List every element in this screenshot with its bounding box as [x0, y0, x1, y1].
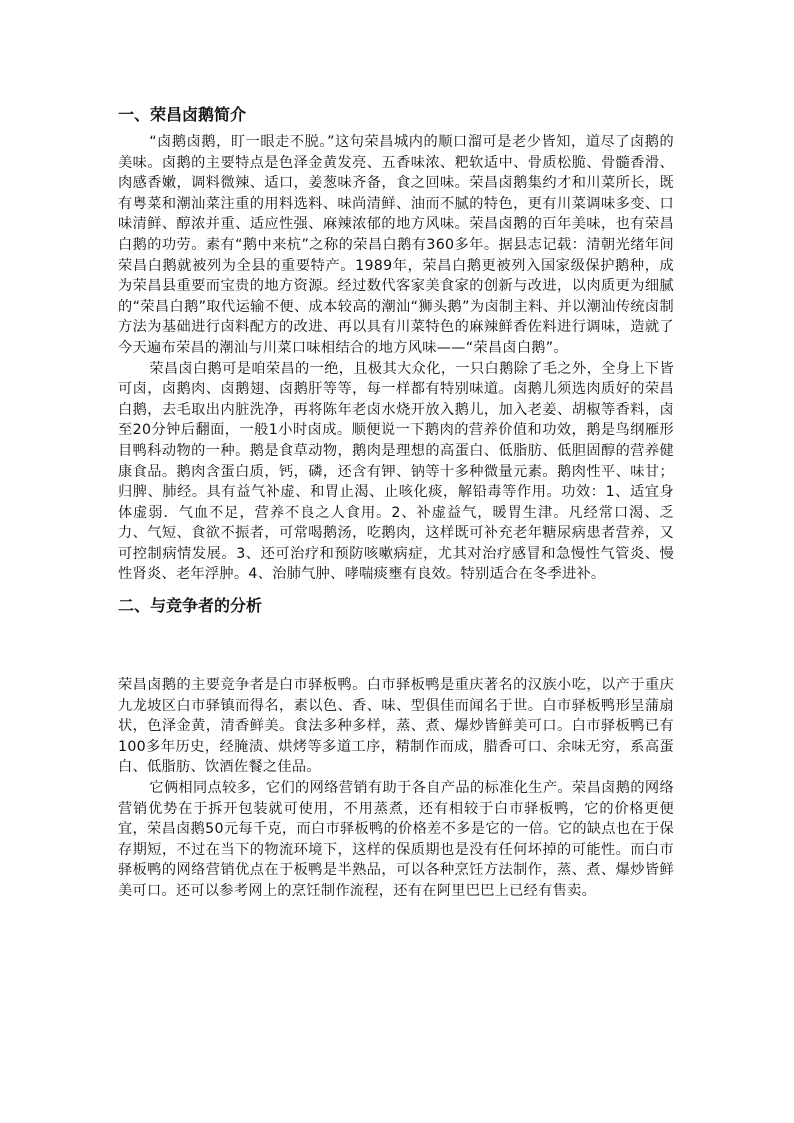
section-heading-competitor: 二、与竞争者的分析 — [118, 596, 263, 616]
section-heading-intro: 一、荣昌卤鹅简介 — [118, 105, 247, 124]
paragraph-intro-1: “卤鹅卤鹅，盯一眼走不脱。”这句荣昌城内的顺口溜可是老少皆知，道尽了卤鹅的美味。卤鹅的主要特点是色泽金黄发亮、五香味浓、粑软适中、骨质松脆、骨髓香滑、肉感香嫩，调料微辣、适口，姜葱味齐备，食之回味。荣昌卤鹅集约才和川菜所长，既有粤菜和潮汕菜注重的用料选料、味尚清鲜、油而不腻的特色，更有川菜调味多变、口味清鲜、醇浓并重、适应性强、麻辣浓郁的地方风味。荣昌卤鹅的百年美味，也有荣昌白鹅的功劳。素有“鹅中来杭”之称的荣昌白鹅有360多年。据县志记载：清朝光绪年间荣昌白鹅就被列为全县的重要特产。1989年，荣昌白鹅更被列入国家级保护鹅种，成为荣昌县重要而宝贵的地方资源。经过数代客家美食家的创新与改进，以肉质更为细腻的“荣昌白鹅”取代运输不便、成本较高的潮汕“狮头鹅”为卤制主料、并以潮汕传统卤制方法为基础进行卤料配方的改进、再以具有川菜特色的麻辣鲜香佐料进行调味，造就了今天遍布荣昌的潮汕与川菜口味相结合的地方风味——“荣昌卤白鹅”。 — [118, 134, 674, 356]
paragraph-competitor-1: 荣昌卤鹅的主要竞争者是白市驿板鸭。白市驿板鸭是重庆著名的汉族小吃，以产于重庆九龙坡区白市驿镇而得名，素以色、香、味、型俱佳而闻名于世。白市驿板鸭形呈蒲扇状，色泽金黄，清香鲜美。食法多种多样，蒸、煮、爆炒皆鲜美可口。白市驿板鸭已有100多年历史，经腌渍、烘烤等多道工序，精制作而成，腊香可口、余味无穷，系高蛋白、低脂肪、饮酒佐餐之佳品。 — [118, 677, 674, 776]
paragraph-competitor-2: 它俩相同点较多，它们的网络营销有助于各自产品的标准化生产。荣昌卤鹅的网络营销优势在于拆开包装就可使用，不用蒸煮，还有相较于白市驿板鸭，它的价格更便宜，荣昌卤鹅50元每千克，而白市驿板鸭的价格差不多是它的一倍。它的缺点也在于保存期短，不过在当下的物流环境下，这样的保质期也是没有任何坏掉的可能性。而白市驿板鸭的网络营销优点在于板鸭是半熟品，可以各种烹饪方法制作，蒸、煮、爆炒皆鲜美可口。还可以参考网上的烹饪制作流程，还有在阿里巴巴上已经有售卖。 — [118, 780, 674, 899]
paragraph-intro-2: 荣昌卤白鹅可是咱荣昌的一绝，且极其大众化，一只白鹅除了毛之外，全身上下皆可卤，卤鹅肉、卤鹅翅、卤鹅肝等等，每一样都有特别味道。卤鹅儿须选肉质好的荣昌白鹅，去毛取出内脏洗净，再将陈年老卤水烧开放入鹅儿，加入老姜、胡椒等香料，卤至20分钟后翻面，一般1小时卤成。顺便说一下鹅肉的营养价值和功效，鹅是鸟纲雁形目鸭科动物的一种。鹅是食草动物，鹅肉是理想的高蛋白、低脂肪、低胆固醇的营养健康食品。鹅肉含蛋白质，钙，磷，还含有钾、钠等十多种微量元素。鹅肉性平、味甘；归脾、肺经。具有益气补虚、和胃止渴、止咳化痰，解铅毒等作用。功效：1、适宜身体虚弱．气血不足，营养不良之人食用。2、补虚益气，暖胃生津。凡经常口渴、乏力、气短、食欲不振者，可常喝鹅汤，吃鹅肉，这样既可补充老年糖尿病患者营养，又可控制病情发展。3、还可治疗和预防咳嗽病症，尤其对治疗感冒和急慢性气管炎、慢性肾炎、老年浮肿。4、治肺气肿、哮喘痰壅有良效。特别适合在冬季进补。 — [118, 360, 674, 583]
document-body — [118, 102, 674, 902]
